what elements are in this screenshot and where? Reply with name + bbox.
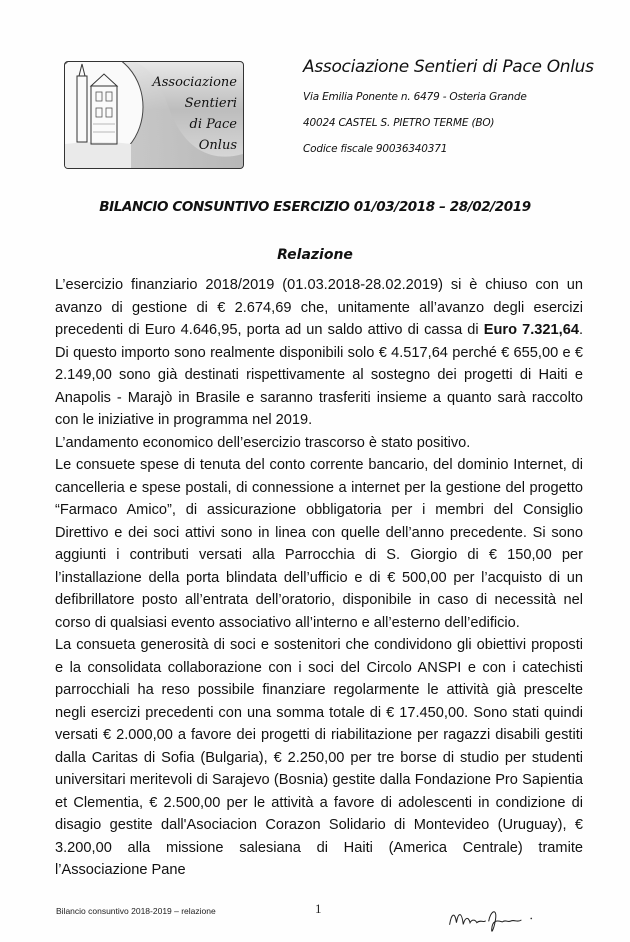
logo-line: Sentieri (184, 96, 237, 111)
city-line: 40024 CASTEL S. PIETRO TERME (BO) (303, 117, 495, 129)
paragraph-expenses: Le consuete spese di tenuta del conto corrente bancario, del dominio Internet, di cancelleria e spese postali, di connessione a internet per la gestione del progetto “Farmaco Amico”, di assicurazione obbligatoria per i membri del Consiglio Direttivo e dei soci attivi sono in linea con quelle dell’anno precedente. Si sono aggiunti i contributi versati alla Parrocchia di S. Giorgio di € 150,00 per l’installazione della porta blindata dell’ufficio e di € 500,00 per l’acquisto di un defibrillatore posto all’entrata dell’oratorio, disponibile in caso di necessità nel corso di qualsiasi evento associativo all’interno e all’esterno dell’edificio. (55, 457, 583, 631)
cash-balance: Euro 7.321,64 (483, 322, 579, 338)
organization-name: Associazione Sentieri di Pace Onlus (303, 57, 594, 77)
logo-line: Onlus (198, 138, 237, 153)
footer-label: Bilancio consuntivo 2018-2019 – relazione (56, 905, 216, 916)
page-number: 1 (315, 900, 322, 916)
summary-text-end: . Di questo importo sono realmente disponibili solo € 4.517,64 perché € 655,00 e € 2.149,00 sono già destinati rispettivamente al sostegno dei progetti di Haiti e Anapolis - Marajò in Brasile e saranno trasferiti insieme a quanto sarà raccolto con le iniziative in programma nel 2019. (55, 322, 583, 428)
paragraph-trend: L’andamento economico dell’esercizio trascorso è stato positivo. (55, 434, 471, 451)
page-footer (0, 896, 630, 942)
logo-line: di Pace (189, 117, 237, 132)
page-header (0, 0, 630, 190)
signature-icon (438, 904, 548, 938)
section-heading: Relazione (277, 247, 353, 263)
paragraph-summary (55, 274, 583, 432)
tax-code: Codice fiscale 90036340371 (303, 143, 448, 155)
document-title: BILANCIO CONSUNTIVO ESERCIZIO 01/03/2018 – 28/02/2019 (99, 199, 531, 215)
letterhead (303, 57, 620, 155)
paragraph-donations: La consueta generosità di soci e sostenitori che condividono gli obiettivi proposti e la consolidata collaborazione con i soci del Circolo ANSPI e con i catechisti parrocchiali ha reso possibile finanziare regolarmente le attività già prescelte negli esercizi precedenti con una somma totale di € 17.450,00. Sono stati quindi versati € 2.000,00 a favore dei progetti di riabilitazione per ragazzi disabili gestiti dalla Caritas di Sofia (Bulgaria), € 2.250,00 per tre borse di studio per studenti universitari meritevoli di Sarajevo (Bosnia) gestite dalla Fondazione Pro Sapientia et Clementia, € 2.500,00 per le attività a favore di adolescenti in condizione di disagio gestite dall'Asociacion Corazon Solidario di Montevideo (Uruguay), € 3.200,00 alla missione salesiana di Haiti (America Centrale) tramite l’Associazione Pane (55, 637, 583, 878)
report-body (55, 274, 583, 882)
address-line: Via Emilia Ponente n. 6479 - Osteria Grande (303, 91, 527, 103)
logo-line: Associazione (152, 75, 237, 90)
logo-text (135, 72, 237, 156)
association-logo (64, 61, 244, 169)
summary-text-start: L’esercizio finanziario 2018/2019 (01.03.2018-28.02.2019) si è chiuso con un avanzo di gestione di € 2.674,69 che, unitamente all’avanzo degli esercizi precedenti di Euro 4.646,95, porta ad un saldo attivo di cassa di (55, 277, 583, 338)
